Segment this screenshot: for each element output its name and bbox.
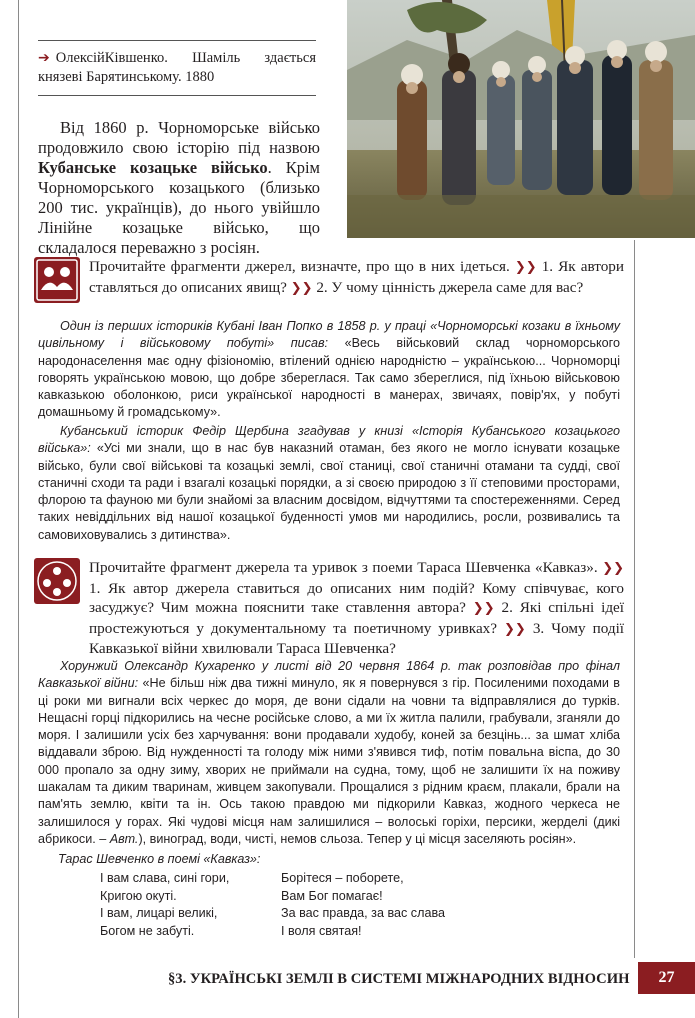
double-arrow-icon: ❯❯ [472, 601, 495, 616]
intro-text-1: Від 1860 р. Чорноморське військо продовжило свою історію під назвою [38, 118, 320, 157]
page-margin-rule [18, 0, 19, 1018]
double-arrow-icon: ❯❯ [504, 621, 526, 637]
source-fragment-2: Кубанський історик Федір Щербина згадував у книзі «Історія Кубанського козацького війська»: «Усі ми знали, що в нас був наказний отаман, без якого не могло існувати козацьке військо, були свої військові та козацькі землі, свої станиці, свої станичні отамани та судді, свої станичні сходи та ради і взагалі козацькі порядки, а зі своєю природою з її степовими просторами, флорою та фауною ми були знайомі за власним досвідом, відчуттями та спостереженнями. Серед таких невіддільних від нашої козацької буденності умов ми народились, росли, розвивались та самовиховувались з дитинства». [38, 424, 620, 542]
poem-heading: Тарас Шевченко в поемі «Кавказ»: [58, 852, 261, 866]
illustration-caption [38, 40, 316, 96]
poem-line: Вам Бог помагає! [281, 888, 383, 903]
group-work-icon [34, 257, 80, 303]
poem-line: За вас правда, за вас слава [281, 906, 446, 920]
poem-line: Кригою окуті. [100, 888, 177, 903]
intro-text-2: . Крім Чорноморського козацького (близько 200 тис. українців), до нього увійшло Лінійне козацьке військо, що складалося переважно з росіян. [38, 158, 320, 257]
page-number: 27 [638, 962, 695, 994]
task-block-1 [34, 257, 624, 298]
source-fragment-1: Один із перших істориків Кубані Іван Попко в 1858 р. у праці «Чорноморські козаки в їхньому цивільному і військовому побуті» писав: «Весь військовий склад чорноморського народонаселення має одну фізіономію, втілений однією народністю – українською... Чорноморці говорять українською мовою, що добре збереглася. Так само збереглися, під їхньою військовою кавказькою оболонкою, риси української народності в манерах, звичаях, повір'ях, у побуті домашньому й громадському». [38, 319, 621, 420]
poem-line: І воля святая! [281, 923, 362, 938]
double-arrow-icon: ❯❯ [290, 280, 313, 296]
poem-excerpt [58, 852, 618, 940]
painting-illustration [347, 0, 695, 238]
page-footer [0, 962, 695, 998]
poem-column-left [100, 870, 281, 940]
poem-line: І вам, лицарі великі, [100, 906, 218, 920]
caption-text: ОлексійКівшенко. Шаміль здається князеві Барятинському. 1880 [38, 50, 316, 85]
intro-highlight: Кубанське козацьке військо [38, 158, 268, 177]
task-2-text: Прочитайте фрагмент джерела та уривок з поеми Тараса Шевченка «Кавказ». ❯❯ 1. Як автор джерела ставиться до описаних ним подій? Кому співчуває, кого засуджує? Чим можна пояснити таке ставлення автора? ❯❯ 2. Які спільні ідеї простежуються у документальному та поетичному уривках? ❯❯ 3. Чому події Кавказької війни хвилювали Тараса Шевченка? [89, 559, 625, 657]
double-arrow-icon: ❯❯ [602, 561, 624, 576]
task-1-text: Прочитайте фрагменти джерел, визначте, про що в них ідеться. ❯❯ 1. Як автори ставляться до описаних явищ? ❯❯ 2. У чому цінність джерела саме для вас? [89, 258, 625, 296]
group-discussion-icon [34, 558, 80, 604]
poem-line: Борітеся – поборете, [281, 871, 404, 885]
text-column-rule [634, 240, 635, 958]
source-fragment-3: Хорунжий Олександр Кухаренко у листі від 20 червня 1864 р. так розповідав про фінал Кавказької війни: «Не більш ніж два тижні минуло, як я повернувся з гір. Посиленими походами в ці роки ми вигнали всіх черкес до моря, де вони сідали на човни та відправлялися до турків. Нещасні горці підкорились на чесне російське слово, а ми їх житла палили, грабували, зганяли до моря. І залишили усіх без харчування: вони продавали худобу, коней за безцінь... за шмат хліба віддавали зброю. Від нужденності та голоду між ними з'явився тиф, потім повальна віспа, до 30 000 пропало за одну зиму, хворих не приймали на судна, тому, щоб не залишити їх на поживу шакалам та диким тваринам, живцем закопували. Прощалися з рідним краєм, плакали, брали на пам'ять землю, квіти та ін. Ось такою правдою ми підкорили Кавказ, жодного черкеса не залишилося у горах. Які чудові місця нам залишилися – волоські горіхи, персики, жерделі (дикі абрикоси. – Авт.), виноград, води, чисті, немов сльоза. Тепер у ці місця заселяють росіян». [38, 659, 621, 846]
intro-paragraph [38, 118, 320, 258]
arrow-right-icon: ➔ [38, 50, 50, 66]
poem-line: Богом не забуті. [100, 923, 195, 938]
double-arrow-icon: ❯❯ [514, 260, 537, 275]
section-title: §3. УКРАЇНСЬКІ ЗЕМЛІ В СИСТЕМІ МІЖНАРОДНИХ ВІДНОСИН [168, 971, 630, 987]
poem-column-right [281, 870, 481, 940]
task-block-2 [34, 558, 624, 659]
poem-line: І вам слава, сині гори, [100, 871, 230, 885]
painting-image [347, 0, 695, 238]
